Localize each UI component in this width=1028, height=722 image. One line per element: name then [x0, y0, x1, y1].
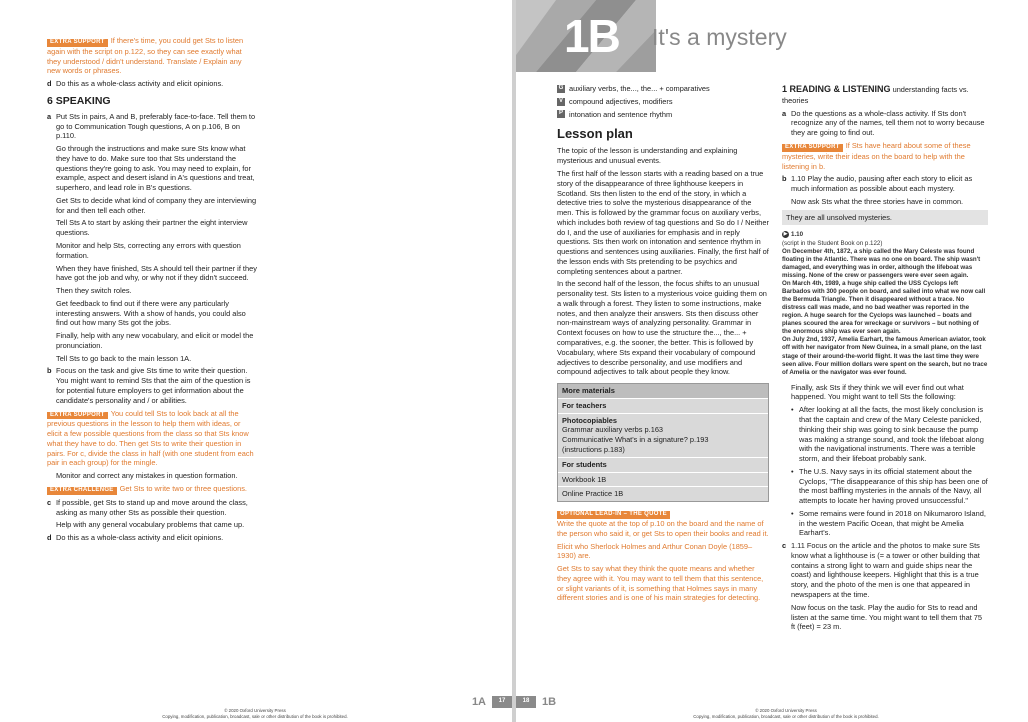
extra-support-note: EXTRA SUPPORT If Sts have heard about some of these mysteries, write their ideas on the board to help with the listening in b. — [782, 140, 971, 171]
extra-support-note-2: EXTRA SUPPORT You could tell Sts to look back at all the previous questions in the lesson to help them with ideas, or elicit a few possible questions from the class so that Sts know what they have to do. Then get Sts to write their question in pairs. For c, divide the class in half (with one student from each pair in each group) for the mingle. — [47, 408, 254, 468]
item-d2: d Do this as a whole-class activity and elicit opinions. — [47, 533, 224, 543]
item-a: a Put Sts in pairs, A and B, preferably face-to-face. Tell them to go to Communication Tough questions, A on p.106, B on p.110. — [47, 111, 256, 141]
item-d: d Do this as a whole-class activity and elicit opinions. — [47, 79, 224, 89]
item-b: b Focus on the task and give Sts time to write their question. You might want to remind Sts that the aim of the question is for potential future employers to get information about the candidate's personality and / or abilities. — [47, 366, 251, 405]
right-footer: © 2020 Oxford University Press Copying, modification, publication, broadcast, sale or other distribution of the book is prohibited. — [693, 708, 879, 719]
optional-lead-in-label: OPTIONAL LEAD-IN – THE QUOTE — [557, 508, 769, 519]
right-page-number: 18 1B — [516, 696, 562, 708]
reading-listening-title: 1 READING & LISTENING understanding facts vs. theories — [782, 84, 969, 105]
pronunciation-line: P intonation and sentence rhythm — [558, 109, 673, 119]
paragraph: Get Sts to decide what kind of company they are interviewing for and then tell each other. — [56, 195, 257, 215]
bullet: • The U.S. Navy says in its official statement about the Cyclops, "The disappearance of this ship has been one of the most baffling mysteries in the annals of the Navy, all attempts to locate her having proved unsuccessful." — [791, 466, 988, 506]
left-footer: © 2020 Oxford University Press Copying, modification, publication, broadcast, sale or other distribution of the book is prohibited. — [162, 708, 348, 719]
answer-box: They are all unsolved mysteries. — [782, 210, 988, 226]
paragraph: Finally, help with any new vocabulary, and elicit or model the pronunciation. — [56, 331, 254, 350]
paragraph: Tell Sts A to start by asking their partner the eight interview questions. — [56, 218, 248, 238]
lesson-title: It's a mystery — [652, 24, 787, 50]
audio-script: ▶ 1.10 (script in the Student Book on p.122) On December 4th, 1872, a ship called the Mary Celeste was found floating in the Atlantic. There was no one on board. The ship wasn't damaged, and everything was in order, although the lifeboat was missing. None of the crew or passengers were ever seen again. On March 4th, 1989, a huge ship called the USS Cyclops left Barbados with 300 people on board, and sailed into what we now call the Bermuda Triangle. Then it disappeared without a trace. No distress call was made, and no bad weather was reported in the region. A huge search for the Cyclops was launched – boats and planes scoured the area for wreckage or survivors – but nothing of the enormous ship was ever seen again. On July 2nd, 1937, Amelia Earhart, the famous American aviator, took off with her navigator from New Guinea, in a small plane, on the last stage of their around-the-world flight. It was the last time they were seen alive. Four million dollars were spent on the search, but no trace of Amelia or the navigator was ever found. — [782, 231, 988, 376]
grammar-line: G auxiliary verbs, the..., the... + comparatives — [558, 84, 710, 93]
right-column-1 — [557, 84, 769, 606]
left-page — [0, 0, 512, 722]
lesson-banner — [516, 0, 1028, 72]
paragraph: The topic of the lesson is understanding and explaining mysterious and unusual events. — [557, 146, 738, 166]
left-column — [47, 36, 257, 546]
right-column-2 — [782, 84, 988, 635]
paragraph: Elicit who Sherlock Holmes and Arthur Conan Doyle (1859–1930) are. — [557, 541, 753, 561]
right-page — [516, 0, 1028, 722]
paragraph: Now ask Sts what the three stories have in common. — [791, 196, 964, 206]
paragraph: Finally, ask Sts if they think we will ever find out what happened. You might want to tell Sts the following: — [791, 382, 964, 402]
section-title: 6 SPEAKING — [47, 94, 111, 107]
vocabulary-line: V compound adjectives, modifiers — [558, 96, 673, 106]
item-a: a Do the questions as a whole-class activity. If Sts don't recognize any of the names, tell them not to worry because they are going to find out. — [782, 108, 985, 138]
paragraph: Get feedback to find out if there were any particularly interesting answers. With a show of hands, you could also find out how many Sts got the jobs. — [56, 298, 246, 328]
bullet: • After looking at all the facts, the most likely conclusion is that the captain and crew of the Mary Celeste panicked, thinking their ship was going to sink because the pump was making a strange sound, and took the lifeboat along with the navigational instruments. There was a terrible storm, and their lifeboat probably sank. — [791, 405, 984, 464]
paragraph: Help with any general vocabulary problems that came up. — [56, 520, 245, 530]
audio-icon: ▶ — [783, 231, 788, 238]
paragraph: The first half of the lesson starts with a reading based on a true story of the disappearance of three lighthouse keepers in Scotland. Sts then listen to the end of the story, in which a detective tries to solve the mysterious disappearance of the men. This is followed by the grammar focus on auxiliary verbs, which includes both review of tag questions and So do I / Neither do I, and the use of auxiliaries for emphasis and in reply questions. Sts then work on intonation and sentence rhythm in questions and sentences using auxiliaries. Finally, the first half of the lesson ends with Sts pretending to be psychics and completing sentences about a partner. — [557, 168, 769, 276]
bullet: • Some remains were found in 2018 on Nikumaroro Island, in the western Pacific Ocean, that might be Amelia Earhart's. — [791, 508, 986, 538]
lesson-code: 1B — [564, 10, 619, 62]
paragraph: Write the quote at the top of p.10 on the board and the name of the person who said it, or get Sts to open their books and read it. — [557, 518, 769, 538]
lesson-plan-title: Lesson plan — [557, 126, 633, 142]
left-page-number: 1A 17 — [466, 696, 512, 708]
paragraph: Monitor and help Sts, correcting any errors with question formation. — [56, 241, 241, 260]
item-c: c 1.11 Focus on the article and the photos to make sure Sts know what a lighthouse is (= a tower or other building that contains a strong light to warn and guide ships near the coast) and lighthouse keepers. Highlight that this is a true story, and the photo of the men is one that appeared in newspapers at the time. — [782, 541, 980, 600]
item-b: b 1.10 Play the audio, pausing after each story to elicit as much information as possible about each mystery. — [782, 174, 973, 194]
paragraph: In the second half of the lesson, the focus shifts to an unusual personality test. Sts listen to a mysterious voice guiding them on a walk through a forest. They listen to some instructions, make notes, and then analyze their answers. Sts then discuss other non-mainstream ways of analyzing personality. Grammar in Context focuses on how to use the structure the..., the... + comparatives, e.g. the sooner, the better. This is followed by Vocabulary, where Sts expand their vocabulary of compound adjectives to describe personality, and use modifiers and compound adjectives to talk about people they know. — [557, 279, 767, 377]
paragraph: Go through the instructions and make sure Sts know what they have to do. Make sure too that Sts understand the questions they're going to ask. You may need to explain, for example, aspect and desert island in A's questions and treat, superhero, and lead role in B's questions. — [56, 144, 255, 193]
paragraph: Now focus on the task. Play the audio for Sts to read and listen at the same time. You might want to tell them that 75 ft (feet) = 23 m. — [791, 602, 983, 632]
paragraph: Tell Sts to go back to the main lesson 1A. — [56, 353, 192, 363]
paragraph: Then they switch roles. — [56, 286, 132, 296]
extra-challenge-note: EXTRA CHALLENGE Get Sts to write two or three questions. — [47, 484, 257, 495]
paragraph: Monitor and correct any mistakes in question formation. — [56, 471, 238, 481]
paragraph: Get Sts to say what they think the quote means and whether they agree with it. You may want to tell them that this sentence, or slight variants of it, is something that Holmes says in many different stories and is one of his main strategies for detecting. — [557, 564, 764, 603]
more-materials-box: More materials For teachers Photocopiables Grammar auxiliary verbs p.163 Communicative What's in a signature? p.193 (instructions p.183) For students Workbook 1B Online Practice 1B — [557, 383, 769, 502]
paragraph: When they have finished, Sts A should tell their partner if they have got the job and why, or why not if they didn't succeed. — [56, 263, 257, 283]
extra-support-note: EXTRA SUPPORT If there's time, you could get Sts to listen again with the script on p.122, so they can see exactly what they understood / didn't understand. Translate / Explain any new words or phrases. — [47, 36, 244, 76]
item-c: c If possible, get Sts to stand up and move around the class, asking as many other Sts as possible their question. — [47, 497, 248, 517]
